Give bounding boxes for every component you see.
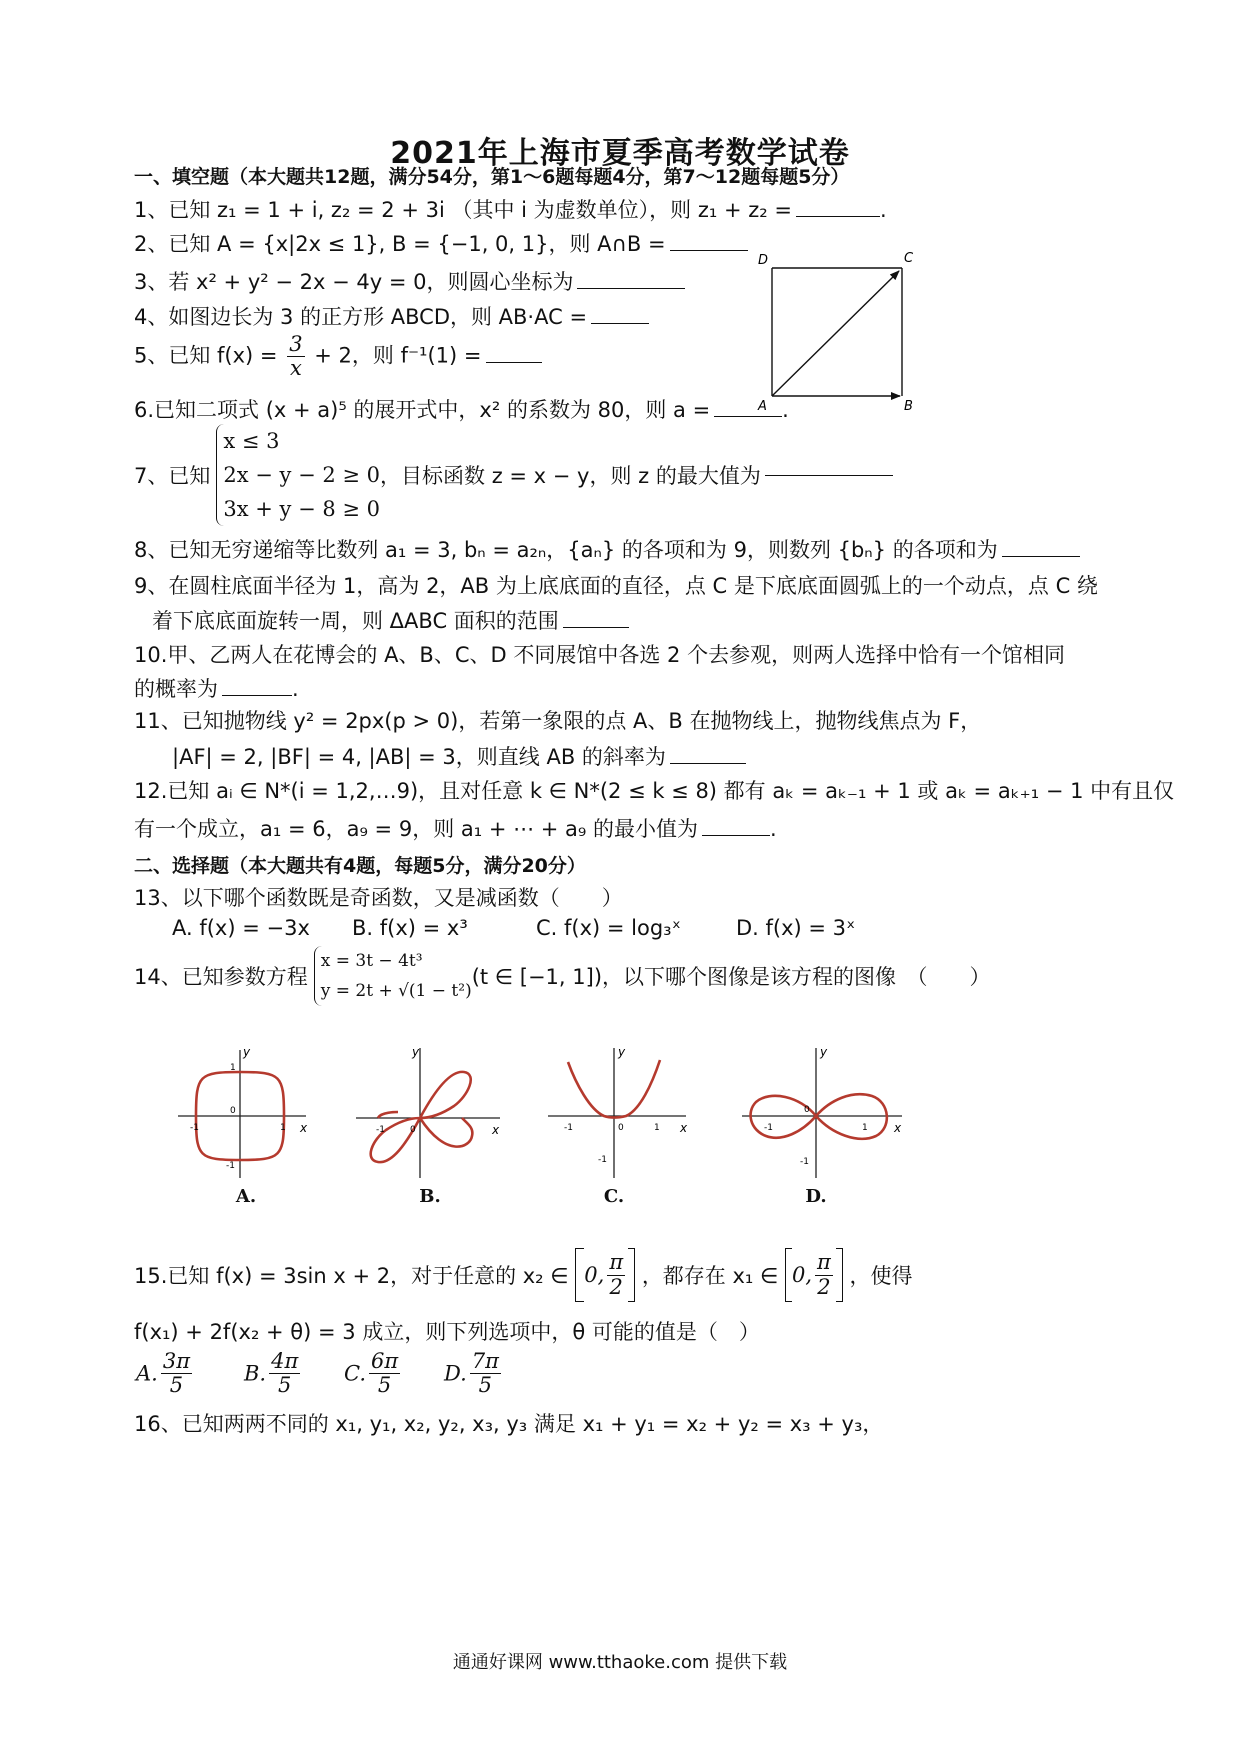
fraction-denominator: 2 [817,1274,831,1299]
tick-label: -1 [800,1157,809,1167]
q15-option-c [344,1350,403,1397]
tick-label: 0 [230,1106,236,1116]
answer-blank-3 [577,287,685,289]
y-axis-label: y [412,1045,420,1059]
q15-option-b [244,1350,303,1397]
question-15-line-2: f(x₁) + 2f(x₂ + θ) = 3 成立，则下列选项中，θ 可能的值是（ ） [134,1320,760,1344]
question-5-fraction [287,333,304,380]
y-axis-label: y [618,1045,626,1059]
answer-blank-5 [486,361,542,363]
question-15-tail: ，使得 [849,1264,913,1288]
interval-bracket-left [785,1248,792,1302]
question-2 [134,228,748,258]
option-fraction [369,1350,400,1397]
fraction-numerator: 3π [162,1349,191,1373]
question-6: 6.已知二项式 (x + a)⁵ 的展开式中，x² 的系数为 80，则 a = . [134,398,789,422]
option-letter: B. [244,1361,267,1386]
question-1: 1、已知 z₁ = 1 + i, z₂ = 2 + 3i （其中 i 为虚数单位），则 z₁ + z₂ = . [134,198,887,222]
question-2-text: 2、已知 A = {x|2x ≤ 1}, B = {−1, 0, 1}，则 A∩B = [134,232,666,256]
tick-label: 1 [654,1123,660,1133]
fraction-denominator: x [289,356,302,381]
constraint-line-1: x ≤ 3 [223,429,280,453]
q15-option-a [136,1350,195,1397]
interval-fraction [607,1251,625,1298]
y-axis-label: y [820,1045,828,1059]
question-5-lead: 5、已知 f(x) = [134,343,278,368]
section2-header: 二、选择题（本大题共有4题，每题5分，满分20分） [134,855,586,877]
tick-label: -1 [598,1155,607,1165]
tick-label: -1 [376,1125,385,1135]
option-fraction [161,1350,192,1397]
q13-option-d: D. f(x) = 3ˣ [736,916,856,940]
question-10-line-2: 的概率为 . [134,677,299,701]
question-9-text: 着下底底面旋转一周，则 ΔABC 面积的范围 [152,609,559,633]
vector-ac-arrow [772,271,899,396]
answer-blank-9 [563,626,629,628]
question-7-tail: ，目标函数 z = x − y，则 z 的最大值为 [380,464,761,488]
vertex-label-b: B [904,399,913,414]
question-3 [134,266,685,296]
plot-c [546,1040,692,1180]
question-8 [134,534,1080,564]
option-letter: A. [136,1361,158,1386]
fraction-numerator: 6π [371,1349,399,1373]
answer-blank-1 [796,215,880,217]
answer-blank-11 [670,762,746,764]
question-16: 16、已知两两不同的 x₁, y₁, x₂, y₂, x₃, y₃ 满足 x₁ + y₁ = x₂ + y₂ = x₃ + y₃， [134,1412,884,1436]
option-letter: C. [344,1361,366,1386]
q13-option-b: B. f(x) = x³ [352,916,468,940]
question-12-text: 有一个成立，a₁ = 6，a₉ = 9，则 a₁ + ⋯ + a₉ 的最小值为 [134,817,699,841]
section1-header: 一、填空题（本大题共12题，满分54分，第1～6题每题4分，第7～12题每题5分） [134,166,850,188]
question-9-line-1: 9、在圆柱底面半径为 1，高为 2，AB 为上底底面的直径，点 C 是下底底面圆弧上的一个动点，点 C 绕 [134,574,1098,598]
parametric-line-x: x = 3t − 4t³ [320,951,423,971]
square-figure [750,248,920,418]
question-7 [134,424,893,526]
tick-label: -1 [764,1123,773,1133]
question-5-tail: + 2，则 f⁻¹(1) = [314,343,482,368]
question-10-line-1: 10.甲、乙两人在花博会的 A、B、C、D 不同展馆中各选 2 个去参观，则两人选择中恰有一个馆相同 [134,643,1066,667]
page-title: 2021年上海市夏季高考数学试卷 [390,136,850,171]
question-1-text: 1、已知 z₁ = 1 + i, z₂ = 2 + 3i （其中 i 为虚数单位），则 z₁ + z₂ = [134,198,792,222]
question-13: 13、以下哪个函数既是奇函数，又是减函数（ ） [134,886,623,910]
question-4-text: 4、如图边长为 3 的正方形 ABCD，则 AB·AC = [134,305,588,329]
plot-b [354,1040,504,1180]
x-axis-label: x [680,1121,688,1135]
answer-blank-10 [222,694,292,696]
plot-b-label: B. [419,1186,441,1207]
y-axis-label: y [243,1045,251,1059]
interval-fraction [815,1251,833,1298]
q13-option-a: A. f(x) = −3x [172,916,310,940]
tick-label: 1 [862,1123,868,1133]
page-footer: 通通好课网 www.tthaoke.com 提供下载 [452,1652,788,1673]
question-15-lead: 15.已知 f(x) = 3sin x + 2，对于任意的 x₂ ∈ [134,1264,569,1288]
answer-blank-7 [765,474,893,476]
plot-a-label: A. [235,1186,257,1207]
q15-option-d [444,1350,504,1397]
x-axis-label: x [300,1121,308,1135]
plot-a [176,1040,314,1180]
fraction-denominator: 2 [609,1274,623,1299]
question-7-lead: 7、已知 [134,464,211,488]
fraction-denominator: 5 [278,1373,292,1398]
fraction-denominator: 5 [169,1373,184,1398]
answer-blank-2 [670,249,748,251]
fraction-numerator: 3 [289,332,303,356]
question-8-text: 8、已知无穷递缩等比数列 a₁ = 3, bₙ = a₂ₙ，{aₙ} 的各项和为 9，则数列 {bₙ} 的各项和为 [134,538,998,562]
interval-start: 0, [584,1263,605,1287]
q13-option-c: C. f(x) = log₃ˣ [536,916,681,940]
tick-label: 0 [804,1105,810,1115]
fraction-numerator: π [817,1250,831,1275]
x-axis-label: x [492,1123,500,1137]
vertex-label-d: D [758,253,769,268]
fraction-numerator: 7π [471,1349,499,1373]
parametric-system [314,946,472,1006]
tick-label: 0 [410,1125,416,1135]
vertex-label-a: A [758,399,767,414]
answer-blank-12 [702,834,770,836]
fraction-numerator: 4π [271,1349,299,1373]
option-letter: D. [444,1361,467,1386]
plot-d-label: D. [805,1186,827,1207]
question-11-text: |AF| = 2, |BF| = 4, |AB| = 3，则直线 AB 的斜率为 [172,745,666,769]
question-9-line-2 [152,605,629,635]
tick-label: -1 [564,1123,573,1133]
interval-start: 0, [792,1263,813,1287]
vertex-label-c: C [904,251,914,266]
curve-b-upper [371,1072,471,1162]
question-14-lead: 14、已知参数方程 [134,965,308,989]
answer-blank-4 [591,322,649,324]
question-10-text: 的概率为 [134,677,218,701]
plot-c-label: C. [603,1186,625,1207]
question-4 [134,301,649,331]
question-14-tail: (t ∈ [−1, 1])，以下哪个图像是该方程的图像 （ ） [471,965,991,989]
question-3-text: 3、若 x² + y² − 2x − 4y = 0，则圆心坐标为 [134,270,574,294]
question-15-line-1 [134,1248,913,1302]
question-12-line-2: 有一个成立，a₁ = 6，a₉ = 9，则 a₁ + ⋯ + a₉ 的最小值为 . [134,817,777,841]
constraint-system [216,424,380,526]
interval-bracket-left [575,1248,584,1302]
interval-bracket-right [628,1248,635,1302]
option-fraction [470,1350,501,1397]
question-6-text: 6.已知二项式 (x + a)⁵ 的展开式中，x² 的系数为 80，则 a = [134,398,711,422]
question-12-line-1: 12.已知 aᵢ ∈ N*(i = 1,2,…9)，且对任意 k ∈ N*(2 ≤ k ≤ 8) 都有 aₖ = aₖ₋₁ + 1 或 aₖ = aₖ₊₁ − 1 中有且仅 [134,779,1175,803]
plot-d [740,1040,906,1180]
answer-blank-8 [1002,555,1080,557]
parametric-line-y: y = 2t + √(1 − t²) [320,981,472,1001]
fraction-numerator: π [609,1250,624,1275]
tick-label: -1 [226,1161,235,1171]
tick-label: 0 [618,1123,624,1133]
x-axis-label: x [894,1121,902,1135]
question-11-line-2 [172,741,746,771]
option-fraction [269,1350,300,1397]
fraction-denominator: 5 [377,1373,392,1398]
question-11-line-1: 11、已知抛物线 y² = 2px(p > 0)，若第一象限的点 A、B 在抛物线上，抛物线焦点为 F， [134,709,982,733]
constraint-line-2: 2x − y − 2 ≥ 0 [223,463,381,487]
interval-bracket-right [836,1248,843,1302]
tick-label: -1 [190,1123,199,1133]
question-5 [134,333,542,380]
constraint-line-3: 3x + y − 8 ≥ 0 [223,497,381,521]
tick-label: 1 [230,1063,236,1073]
question-14 [134,946,991,1006]
tick-label: 1 [280,1123,286,1133]
question-15-middle: ，都存在 x₁ ∈ [641,1264,779,1288]
fraction-denominator: 5 [478,1373,493,1398]
